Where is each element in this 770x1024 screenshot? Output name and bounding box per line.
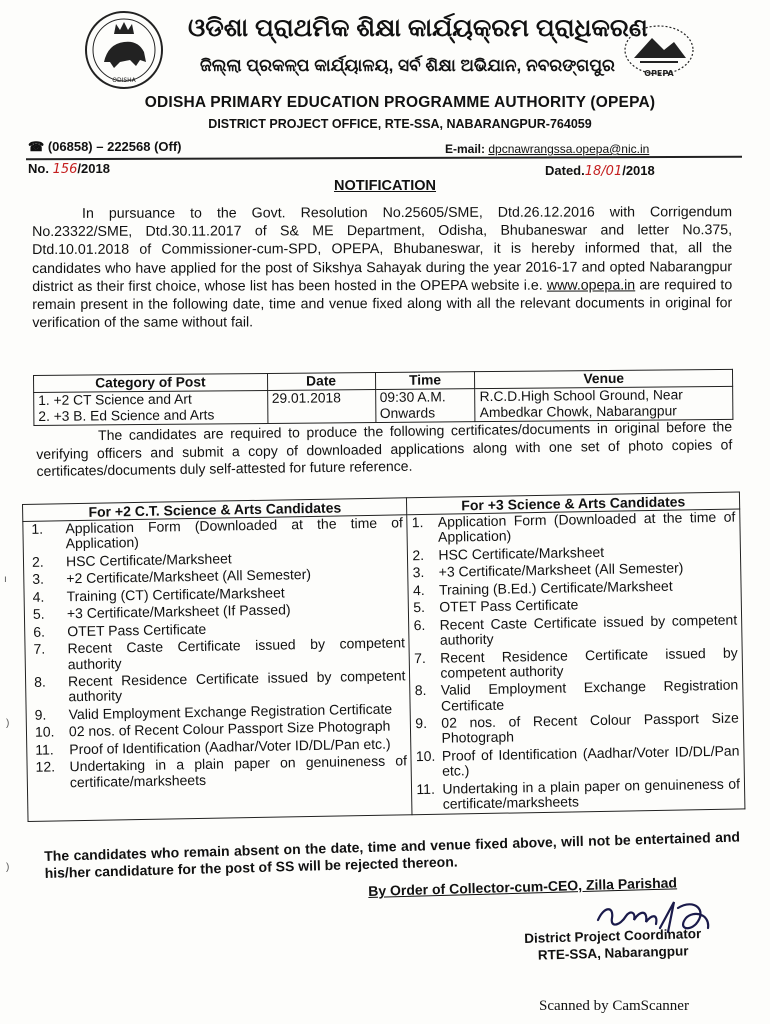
document-item-number: 12. [35, 758, 56, 776]
letter-date: Dated.18/01/2018 [545, 163, 655, 179]
schedule-header: Category of Post [34, 373, 268, 392]
documents-left-list [27, 515, 407, 790]
logo-text: OPEPA [644, 69, 674, 78]
document-item [31, 754, 407, 791]
header-divider [26, 156, 742, 160]
document-item-text: Undertaking in a plain paper on genuineness of certificate/marksheets [442, 775, 741, 812]
document-item-number: 6. [413, 616, 426, 633]
document-item-number: 10. [34, 723, 55, 741]
document-item-number: 2. [412, 546, 425, 563]
phone-line [28, 139, 182, 155]
notification-heading: NOTIFICATION [333, 178, 437, 194]
schedule-table [33, 369, 733, 426]
document-item-text: Proof of Identification (Aadhar/Voter ID/DL/Pan etc.) [69, 735, 391, 757]
document-item-number: 9. [415, 715, 428, 732]
document-item-number: 7. [414, 649, 427, 666]
document-item-number: 1. [411, 513, 424, 531]
document-item-number: 11. [35, 741, 54, 758]
document-item-text: OTET Pass Certificate [67, 620, 207, 639]
schedule-venue: R.C.D.High School Ground, Near Ambedkar Chowk, Nabarangpur [475, 386, 733, 421]
closing-note: The candidates who remain absent on the date, time and venue fixed above, will not be entertained and his/her candidature for the post of SS will be rejected thereon. [44, 828, 741, 881]
document-item-number: 5. [413, 599, 426, 616]
document-item [415, 711, 739, 747]
document-item-text: Application Form (Downloaded at the time of Application) [65, 514, 403, 552]
instructions-text: The candidates are required to produce the following certificates/documents in original before the verifying officers and submit a copy of downloaded applications along with one set of photo copies of certificates/documents duly self-attested for future reference. [36, 418, 733, 479]
document-item-number: 2. [31, 553, 44, 570]
schedule-header: Venue [475, 369, 733, 388]
documents-left-column [23, 515, 413, 822]
odisha-emblem-icon [84, 10, 164, 90]
document-item-number: 4. [412, 581, 425, 598]
office-subtitle: DISTRICT PROJECT OFFICE, RTE-SSA, NABARANGPUR-764059 [208, 117, 592, 131]
documents-header-right: For +3 Science & Arts Candidates [407, 492, 740, 515]
document-item [412, 510, 736, 546]
document-item-number: 6. [33, 623, 46, 640]
document-item-number: 4. [32, 588, 45, 605]
opepa-website-link[interactable]: www.opepa.in [546, 277, 636, 294]
document-item [416, 776, 740, 812]
document-item-text: 02 nos. of Recent Colour Passport Size Photograph [441, 709, 739, 747]
documents-right-list [412, 510, 741, 813]
order-line: By Order of Collector-cum-CEO, Zilla Parishad [368, 874, 678, 899]
document-item-text: Training (CT) Certificate/Marksheet [66, 584, 285, 604]
document-item-number: 3. [32, 570, 45, 588]
schedule-header: Date [267, 373, 375, 391]
document-item-text: HSC Certificate/Marksheet [65, 550, 232, 570]
document-item-text: Application Form (Downloaded at the time of Application) [437, 508, 736, 546]
document-item-text: Recent Caste Certificate issued by competent authority [67, 634, 406, 672]
handwritten-number: 156 [52, 162, 78, 177]
scanner-watermark: Scanned by CamScanner [539, 998, 689, 1014]
signatory-office: RTE-SSA, Nabarangpur [537, 943, 689, 963]
documents-right-column [407, 509, 745, 815]
document-item [415, 678, 739, 714]
document-item [416, 743, 740, 779]
document-item-number: 3. [412, 564, 425, 581]
signatory-designation: District Project Coordinator [524, 926, 702, 946]
document-item [413, 612, 737, 648]
schedule-category: 1. +2 CT Science and Art 2. +3 B. Ed Science and Arts [34, 390, 268, 425]
edge-mark: ı [4, 574, 7, 585]
document-item-text: Recent Caste Certificate issued by competent authority [439, 611, 738, 648]
document-item-number: 9. [34, 706, 47, 723]
signatory-block [524, 925, 702, 964]
email-line [445, 142, 649, 156]
email-address[interactable]: dpcnawrangssa.opepa@nic.in [488, 142, 650, 156]
document-item-text: 02 nos. of Recent Colour Passport Size Photograph [68, 717, 391, 740]
document-item-number: 8. [33, 673, 46, 690]
office-subtitle-odia: ଜିଲ୍ଲା ପ୍ରକଳ୍ପ କାର୍ଯ୍ୟାଳୟ, ସର୍ବ ଶିକ୍ଷା ଅଭିଯାନ, ନବରଙ୍ଗପୁର [200, 56, 615, 75]
document-item-number: 11. [416, 780, 436, 797]
document-item-number: 7. [33, 640, 46, 658]
documents-table [22, 491, 745, 822]
document-item-number: 1. [31, 520, 44, 537]
document-item-text: Proof of Identification (Aadhar/Voter ID/DL/Pan etc.) [441, 742, 740, 779]
document-item-text: Valid Employment Exchange Registration Certificate [68, 700, 393, 722]
document-item-text: HSC Certificate/Marksheet [438, 543, 605, 563]
phone-icon: ☎ [28, 139, 45, 154]
emblem-text: ODISHA [112, 77, 136, 84]
document-item [30, 668, 406, 705]
document-item-text: Recent Residence Certificate issued by competent authority [67, 667, 406, 705]
email-label: E-mail: [445, 142, 486, 156]
document-item [27, 515, 403, 552]
office-title: ODISHA PRIMARY EDUCATION PROGRAMME AUTHORITY (OPEPA) [144, 94, 656, 111]
document-item-text: +3 Certificate/Marksheet (All Semester) [438, 559, 684, 581]
edge-mark: ) [6, 718, 10, 729]
schedule-header: Time [375, 372, 475, 390]
document-item-number: 5. [32, 605, 45, 623]
document-item-text: Undertaking in a plain paper on genuineness of certificate/marksheets [69, 752, 408, 790]
phone-number: (06858) – 222568 (Off) [47, 139, 182, 154]
document-item-text: OTET Pass Certificate [439, 596, 579, 615]
schedule-date: 29.01.2018 [267, 390, 375, 424]
document-item-text: +3 Certificate/Marksheet (If Passed) [66, 601, 291, 622]
document-item [29, 636, 405, 673]
document-item-text: Training (B.Ed.) Certificate/Marksheet [438, 577, 673, 598]
document-item-number: 10. [415, 747, 436, 765]
document-item [414, 645, 738, 681]
document-item-number: 8. [414, 682, 427, 699]
schedule-time: 09:30 A.M. Onwards [375, 389, 475, 423]
document-item-text: +2 Certificate/Marksheet (All Semester) [66, 566, 312, 587]
office-title-odia: ଓଡିଶା ପ୍ରାଥମିକ ଶିକ୍ଷା କାର୍ଯ୍ୟକ୍ରମ ପ୍ରାଧିକରଣ [188, 14, 648, 42]
letter-number: No. 156/2018 [28, 161, 110, 177]
edge-mark: ) [6, 862, 10, 873]
documents-header-left: For +2 C.T. Science & Arts Candidates [23, 498, 408, 522]
document-item-text: Valid Employment Exchange Registration Certificate [440, 676, 739, 714]
notification-body: In pursuance to the Govt. Resolution No.25605/SME, Dtd.26.12.2016 with Corrigendum No.23322/SME, Dtd.30.11.2017 of S& ME Department, Odisha, Bhubaneswar and letter No.375, Dtd.10.01.2018 of Commissioner-cum-SPD, OPEPA, Bhubaneswar, it is hereby informed that, all the candidates who have applied for the post of Sikshya Sahayak during the year 2016-17 and opted Nabarangpur district as their first choice, whose list has been hosted in the OPEPA website i.e. www.opepa.in are required to remain present in the following date, time and venue fixed along with all the relevant documents in original for verification of the same without fail. [32, 204, 733, 332]
document-item-text: Recent Residence Certificate issued by competent authority [440, 644, 738, 681]
